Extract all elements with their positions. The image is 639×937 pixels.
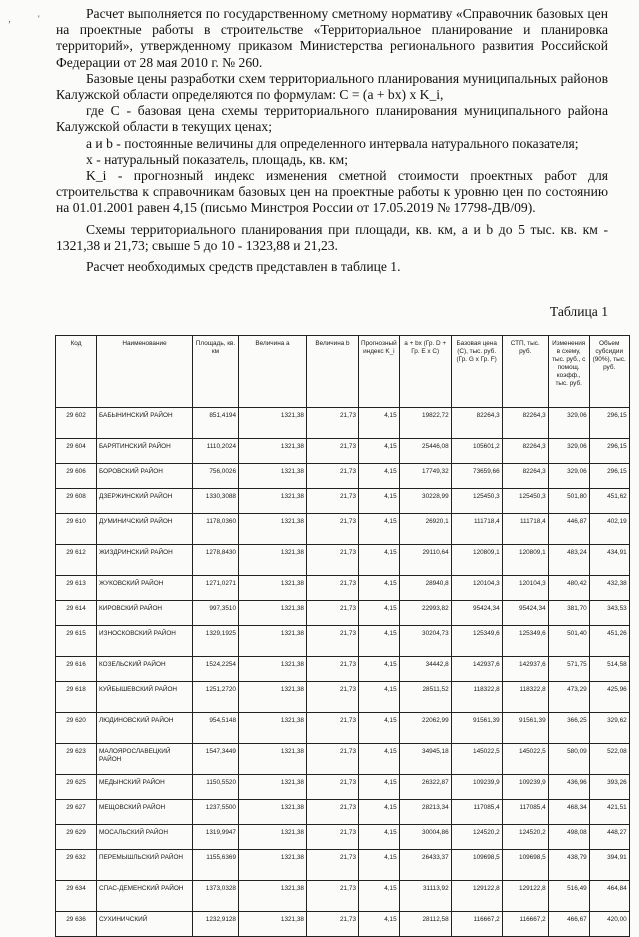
district-name: КУЙБЫШЕВСКИЙ РАЙОН [97,682,193,713]
table-cell: 109698,5 [502,850,548,881]
table-cell: 21,73 [307,744,359,775]
district-name: БОРОВСКИЙ РАЙОН [97,464,193,489]
table-cell: 21,73 [307,912,359,937]
table-cell: 118322,8 [502,682,548,713]
table-row [56,514,630,545]
table-cell: 91561,39 [502,713,548,744]
table-cell: 145022,5 [502,744,548,775]
paragraph: х - натуральный показатель, площадь, кв. км; [86,151,349,167]
body-text [56,6,608,275]
column-header: Площадь, кв. км [193,336,239,408]
district-code: 29 604 [56,439,97,464]
paragraph: Расчет выполняется по государственному сметному нормативу «Справочник базовых цен на проектные работы в строительстве «Территориальное планирование и планировка территорий», утвержденному приказом Министерства регионального развития Российской Федерации от 28 мая 2010 г. № 260. [56,6,608,70]
table-cell: 4,15 [359,713,400,744]
table-cell: 73659,66 [451,464,502,489]
table-cell: 21,73 [307,576,359,601]
table-cell: 1321,38 [239,545,307,576]
table-cell: 851,4194 [193,408,239,439]
table-cell: 1319,9947 [193,825,239,850]
table-cell: 21,73 [307,489,359,514]
table-cell: 21,73 [307,601,359,626]
table-cell: 124520,2 [451,825,502,850]
table-cell: 4,15 [359,850,400,881]
district-name: ЖИЗДРИНСКИЙ РАЙОН [97,545,193,576]
table-cell: 473,29 [548,682,589,713]
district-code: 29 629 [56,825,97,850]
table-cell: 4,15 [359,545,400,576]
table-cell: 21,73 [307,464,359,489]
table-cell: 1321,38 [239,576,307,601]
table-row [56,800,630,825]
table-cell: 1321,38 [239,626,307,657]
district-name: КИРОВСКИЙ РАЙОН [97,601,193,626]
table-cell: 34945,18 [399,744,451,775]
district-name: СУХИНИЧСКИЙ [97,912,193,937]
table-cell: 31113,92 [399,881,451,912]
district-name: БАБЫНИНСКИЙ РАЙОН [97,408,193,439]
table-cell: 394,91 [589,850,629,881]
table-row [56,545,630,576]
table-cell: 1278,8430 [193,545,239,576]
table-cell: 82264,3 [451,408,502,439]
table-cell: 296,15 [589,439,629,464]
table-cell: 381,70 [548,601,589,626]
district-code: 29 634 [56,881,97,912]
table-cell: 420,00 [589,912,629,937]
district-name: МЕЩОВСКИЙ РАЙОН [97,800,193,825]
table-cell: 343,53 [589,601,629,626]
table-cell: 21,73 [307,775,359,800]
district-code: 29 614 [56,601,97,626]
table-cell: 329,06 [548,464,589,489]
district-code: 29 627 [56,800,97,825]
district-name: ЛЮДИНОВСКИЙ РАЙОН [97,713,193,744]
table-cell: 571,75 [548,657,589,682]
table-row [56,626,630,657]
table-cell: 21,73 [307,657,359,682]
column-header: Объем субсидии (90%), тыс. руб. [589,336,629,408]
district-code: 29 606 [56,464,97,489]
table-cell: 402,19 [589,514,629,545]
table-cell: 438,79 [548,850,589,881]
table-cell: 1329,1925 [193,626,239,657]
column-header: Базовая цена (С), тыс. руб. (Гр. G x Гр. F) [451,336,502,408]
table-cell: 1547,3449 [193,744,239,775]
table-cell: 1321,38 [239,850,307,881]
table-cell: 117085,4 [502,800,548,825]
table-cell: 1232,9128 [193,912,239,937]
table-cell: 21,73 [307,408,359,439]
table-cell: 142937,6 [502,657,548,682]
table-cell: 34442,8 [399,657,451,682]
table-cell: 21,73 [307,439,359,464]
table-cell: 4,15 [359,682,400,713]
paragraph: Расчет необходимых средств представлен в таблице 1. [86,259,401,275]
table-cell: 22062,99 [399,713,451,744]
table-cell: 501,40 [548,626,589,657]
table-cell: 109698,5 [451,850,502,881]
table-cell: 4,15 [359,514,400,545]
district-code: 29 610 [56,514,97,545]
table-cell: 26920,1 [399,514,451,545]
table-cell: 22993,82 [399,601,451,626]
table-cell: 436,96 [548,775,589,800]
table-cell: 4,15 [359,439,400,464]
table-cell: 1237,5500 [193,800,239,825]
district-code: 29 608 [56,489,97,514]
table-cell: 1321,38 [239,912,307,937]
table-cell: 522,08 [589,744,629,775]
paragraph: Базовые цены разработки схем территориального планирования муниципальных районов Калужской области определяются по формулам: С = (a + bx) x K_i, [56,70,608,103]
column-header: a + bx (Гр. D + Гр. E x C) [399,336,451,408]
paragraph: a и b - постоянные величины для определенного интервала натурального показателя; [86,135,579,151]
table-cell: 432,38 [589,576,629,601]
table-cell: 1321,38 [239,744,307,775]
district-code: 29 602 [56,408,97,439]
table-cell: 4,15 [359,601,400,626]
table-cell: 451,26 [589,626,629,657]
paragraph: Схемы территориального планирования при площади, кв. км, a и b до 5 тыс. кв. км - 1321,38 и 21,73; свыше 5 до 10 - 1323,88 и 21,23. [56,221,608,253]
table-cell: 26433,37 [399,850,451,881]
table-cell: 954,5148 [193,713,239,744]
table-cell: 82264,3 [502,408,548,439]
table-cell: 514,58 [589,657,629,682]
table-cell: 1321,38 [239,408,307,439]
table-cell: 116667,2 [502,912,548,937]
district-name: ИЗНОСКОВСКИЙ РАЙОН [97,626,193,657]
table-cell: 329,62 [589,713,629,744]
table-cell: 19822,72 [399,408,451,439]
table-cell: 501,80 [548,489,589,514]
table-cell: 1321,38 [239,800,307,825]
district-code: 29 612 [56,545,97,576]
district-code: 29 618 [56,682,97,713]
table-cell: 28213,34 [399,800,451,825]
table-cell: 1321,38 [239,775,307,800]
table-caption: Таблица 1 [549,304,608,319]
table-cell: 28511,52 [399,682,451,713]
table-cell: 120809,1 [502,545,548,576]
table-row [56,408,630,439]
district-name: МЕДЫНСКИЙ РАЙОН [97,775,193,800]
table-row [56,464,630,489]
table-header-row [56,336,630,408]
table-cell: 421,51 [589,800,629,825]
table-cell: 464,84 [589,881,629,912]
table-cell: 125349,6 [502,626,548,657]
table-cell: 1330,3088 [193,489,239,514]
table-row [56,601,630,626]
table-cell: 4,15 [359,881,400,912]
table-cell: 1524,2254 [193,657,239,682]
table-cell: 30228,99 [399,489,451,514]
table-cell: 1321,38 [239,439,307,464]
table-cell: 1110,2024 [193,439,239,464]
column-header: Изменения в схему, тыс. руб., с помощ. коэфф., тыс. руб. [548,336,589,408]
table-cell: 120809,1 [451,545,502,576]
district-name: БАРЯТИНСКИЙ РАЙОН [97,439,193,464]
table-cell: 1321,38 [239,825,307,850]
table-cell: 142937,6 [451,657,502,682]
table-cell: 28940,8 [399,576,451,601]
table-cell: 25446,08 [399,439,451,464]
table-cell: 26322,87 [399,775,451,800]
table-cell: 109239,9 [502,775,548,800]
table-row [56,912,630,937]
table-cell: 1321,38 [239,489,307,514]
column-header: Величина b [307,336,359,408]
column-header: Код [56,336,97,408]
table-row [56,576,630,601]
district-name: МОСАЛЬСКИЙ РАЙОН [97,825,193,850]
table-cell: 1321,38 [239,464,307,489]
table-cell: 329,06 [548,408,589,439]
table-cell: 451,62 [589,489,629,514]
district-code: 29 623 [56,744,97,775]
table-cell: 468,34 [548,800,589,825]
column-header: Прогнозный индекс K_i [359,336,400,408]
table-cell: 366,25 [548,713,589,744]
table-cell: 4,15 [359,744,400,775]
table-cell: 82264,3 [502,439,548,464]
table-cell: 4,15 [359,775,400,800]
district-name: МАЛОЯРОСЛАВЕЦКИЙ РАЙОН [97,744,193,775]
district-code: 29 615 [56,626,97,657]
table-cell: 125450,3 [502,489,548,514]
table-row [56,881,630,912]
table-cell: 434,91 [589,545,629,576]
table-cell: 28112,58 [399,912,451,937]
table-cell: 1150,5520 [193,775,239,800]
table-row [56,850,630,881]
district-code: 29 616 [56,657,97,682]
paragraph: где С - базовая цена схемы территориального планирования муниципального района Калужской области в текущих ценах; [56,103,608,135]
cost-table [55,335,630,937]
table-cell: 111718,4 [451,514,502,545]
table-cell: 95424,34 [502,601,548,626]
table-cell: 21,73 [307,514,359,545]
table-row [56,775,630,800]
table-cell: 1321,38 [239,657,307,682]
table-cell: 21,73 [307,881,359,912]
table-cell: 120104,3 [502,576,548,601]
table-row [56,713,630,744]
table-cell: 91561,39 [451,713,502,744]
table-cell: 111718,4 [502,514,548,545]
district-code: 29 625 [56,775,97,800]
table-cell: 425,96 [589,682,629,713]
table-cell: 129122,8 [451,881,502,912]
district-name: ПЕРЕМЫШЛЬСКИЙ РАЙОН [97,850,193,881]
table-cell: 4,15 [359,800,400,825]
table-cell: 393,26 [589,775,629,800]
table-row [56,744,630,775]
district-code: 29 636 [56,912,97,937]
table-cell: 82264,3 [502,464,548,489]
table-row [56,439,630,464]
table-cell: 30004,86 [399,825,451,850]
paragraph: K_i - прогнозный индекс изменения сметной стоимости проектных работ для строительства к справочникам базовых цен на проектные работы к уровню цен по состоянию на 01.01.2001 равен 4,15 (письмо Минстроя России от 17.05.2019 № 17798-ДВ/09). [56,168,608,216]
table-cell: 95424,34 [451,601,502,626]
table-cell: 116667,2 [451,912,502,937]
table-row [56,825,630,850]
table-cell: 4,15 [359,464,400,489]
table-cell: 466,67 [548,912,589,937]
table-row [56,682,630,713]
district-code: 29 632 [56,850,97,881]
table-cell: 145022,5 [451,744,502,775]
table-cell: 124520,2 [502,825,548,850]
table-cell: 446,87 [548,514,589,545]
table-cell: 483,24 [548,545,589,576]
table-cell: 4,15 [359,626,400,657]
table-row [56,657,630,682]
column-header: СТП, тыс. руб. [502,336,548,408]
table-cell: 125349,6 [451,626,502,657]
table-body [56,408,630,937]
table-cell: 4,15 [359,912,400,937]
table-cell: 21,73 [307,626,359,657]
table-cell: 997,3510 [193,601,239,626]
scan-mark: ' [38,14,40,24]
table-cell: 4,15 [359,489,400,514]
table-cell: 1321,38 [239,713,307,744]
table-cell: 329,06 [548,439,589,464]
table-cell: 1251,2720 [193,682,239,713]
table-cell: 4,15 [359,408,400,439]
table-row [56,489,630,514]
table-cell: 21,73 [307,545,359,576]
table-cell: 4,15 [359,576,400,601]
table-cell: 4,15 [359,825,400,850]
table-cell: 480,42 [548,576,589,601]
table-cell: 1155,6369 [193,850,239,881]
table-cell: 580,09 [548,744,589,775]
district-code: 29 620 [56,713,97,744]
column-header: Наименование [97,336,193,408]
table-cell: 120104,3 [451,576,502,601]
table-cell: 4,15 [359,657,400,682]
table-cell: 21,73 [307,850,359,881]
district-name: КОЗЕЛЬСКИЙ РАЙОН [97,657,193,682]
table-cell: 1178,0360 [193,514,239,545]
district-name: ДУМИНИЧСКИЙ РАЙОН [97,514,193,545]
district-name: СПАС-ДЕМЕНСКИЙ РАЙОН [97,881,193,912]
scan-mark: ‚ [8,14,11,24]
table-cell: 109239,9 [451,775,502,800]
table-cell: 118322,8 [451,682,502,713]
table-cell: 296,15 [589,408,629,439]
table-cell: 1321,38 [239,682,307,713]
table-cell: 498,08 [548,825,589,850]
table-cell: 117085,4 [451,800,502,825]
table-cell: 21,73 [307,825,359,850]
district-code: 29 613 [56,576,97,601]
table-cell: 21,73 [307,713,359,744]
table-cell: 516,49 [548,881,589,912]
table-cell: 30204,73 [399,626,451,657]
table-cell: 1321,38 [239,601,307,626]
table-cell: 21,73 [307,682,359,713]
table-cell: 448,27 [589,825,629,850]
table-cell: 17749,32 [399,464,451,489]
table-cell: 125450,3 [451,489,502,514]
table-cell: 1271,0271 [193,576,239,601]
table-cell: 1321,38 [239,881,307,912]
table-cell: 21,73 [307,800,359,825]
table-cell: 105601,2 [451,439,502,464]
district-name: ЖУКОВСКИЙ РАЙОН [97,576,193,601]
table-cell: 1321,38 [239,514,307,545]
table-cell: 1373,0328 [193,881,239,912]
column-header: Величина a [239,336,307,408]
table-cell: 296,15 [589,464,629,489]
table-cell: 29110,64 [399,545,451,576]
table-cell: 129122,8 [502,881,548,912]
table-cell: 756,0026 [193,464,239,489]
district-name: ДЗЕРЖИНСКИЙ РАЙОН [97,489,193,514]
